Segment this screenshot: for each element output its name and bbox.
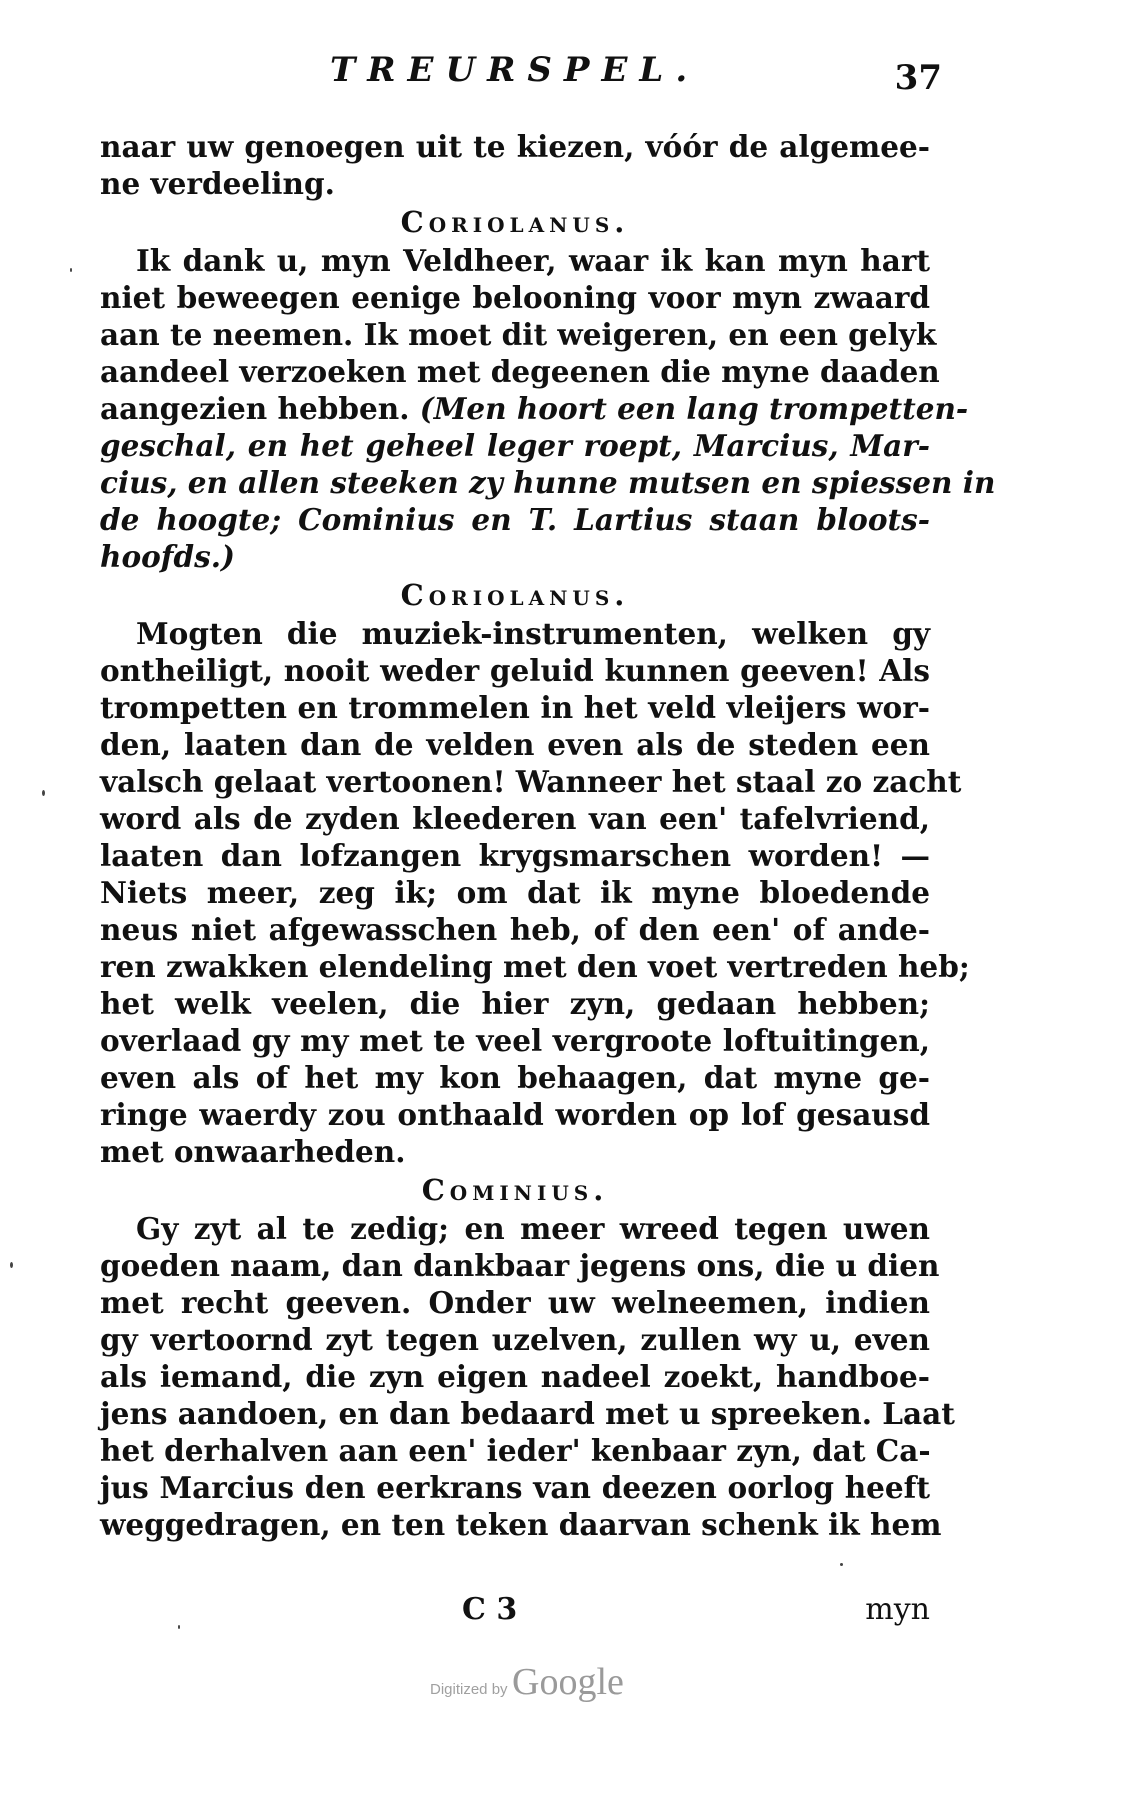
digitized-watermark <box>430 1660 730 1704</box>
running-header <box>330 50 942 98</box>
page-number: 37 <box>894 58 942 98</box>
text-line: ringe waerdy zou onthaald worden op lof gesausd <box>100 1097 930 1132</box>
text-line: Gy zyt al te zedig; en meer wreed tegen uwen <box>136 1211 930 1246</box>
text-line: het welk veelen, die hier zyn, gedaan hebben; <box>100 986 930 1021</box>
watermark-prefix: Digitized by <box>430 1681 508 1698</box>
text-line: Niets meer, zeg ik; om dat ik myne bloedende <box>100 875 930 910</box>
text-line: laaten dan lofzangen krygsmarschen worden! — <box>100 838 930 873</box>
text-line: aan te neemen. Ik moet dit weigeren, en een gelyk <box>100 317 937 352</box>
stage-direction-line: hoofds.) <box>100 539 235 574</box>
text-line: Mogten die muziek-instrumenten, welken gy <box>136 616 930 651</box>
text-line: even als of het my kon behaagen, dat myne ge- <box>100 1060 930 1095</box>
text-line: met recht geeven. Onder uw welneemen, indien <box>100 1285 930 1320</box>
text-line: weggedragen, en ten teken daarvan schenk ik hem <box>100 1507 942 1542</box>
text-line: valsch gelaat vertoonen! Wanneer het staal zo zacht <box>100 764 962 799</box>
text-line: word als de zyden kleederen van een' tafelvriend, <box>100 801 930 836</box>
text-line: trompetten en trommelen in het veld vleijers wor- <box>100 690 930 725</box>
stage-direction: (Men hoort een lang trompetten- <box>419 391 969 426</box>
text-line: als iemand, die zyn eigen nadeel zoekt, handboe- <box>100 1359 930 1394</box>
speaker-name: Coriolanus. <box>400 578 630 612</box>
text-line-plain: aangezien hebben. <box>100 391 420 426</box>
text-line: ontheiligt, nooit weder geluid kunnen geeven! Als <box>100 653 930 688</box>
paper-speck <box>70 268 72 272</box>
body-text <box>100 128 996 1543</box>
text-line: ne verdeeling. <box>100 166 335 201</box>
text-line: niet beweegen eenige belooning voor myn zwaard <box>100 280 930 315</box>
paper-speck <box>178 1625 180 1629</box>
signature-mark: C 3 <box>462 1592 518 1627</box>
page-footer <box>100 1592 930 1632</box>
text-line: het derhalven aan een' ieder' kenbaar zyn, dat Ca- <box>100 1433 931 1468</box>
paper-speck <box>840 1563 843 1566</box>
speaker-name: Coriolanus. <box>400 205 630 239</box>
text-line: met onwaarheden. <box>100 1134 406 1169</box>
watermark-brand: Google <box>512 1661 624 1703</box>
paper-speck <box>10 1262 13 1268</box>
stage-direction-line: cius, en allen steeken zy hunne mutsen en spiessen in <box>100 465 996 500</box>
header-title: TREURSPEL. <box>330 50 700 90</box>
text-line: den, laaten dan de velden even als de steden een <box>100 727 930 762</box>
text-line: neus niet afgewasschen heb, of den een' of ande- <box>100 912 930 947</box>
speaker-name: Cominius. <box>421 1173 609 1207</box>
stage-direction-line: de hoogte; Cominius en T. Lartius staan bloots- <box>100 502 930 537</box>
text-line: naar uw genoegen uit te kiezen, vóór de algemee- <box>100 129 930 164</box>
text-line: jus Marcius den eerkrans van deezen oorlog heeft <box>100 1470 930 1505</box>
text-line: ren zwakken elendeling met den voet vertreden heb; <box>100 949 970 984</box>
catchword: myn <box>865 1592 930 1627</box>
text-line: overlaad gy my met te veel vergroote loftuitingen, <box>100 1023 930 1058</box>
text-line: goeden naam, dan dankbaar jegens ons, die u dien <box>100 1248 940 1283</box>
paper-speck <box>42 790 45 796</box>
stage-direction-line: geschal, en het geheel leger roept, Marcius, Mar- <box>100 428 930 463</box>
text-line: gy vertoornd zyt tegen uzelven, zullen wy u, even <box>100 1322 930 1357</box>
text-line: jens aandoen, en dan bedaard met u spreeken. Laat <box>100 1396 955 1431</box>
text-line <box>100 390 969 427</box>
text-line: aandeel verzoeken met degeenen die myne daaden <box>100 354 940 389</box>
text-line: Ik dank u, myn Veldheer, waar ik kan myn hart <box>136 243 930 278</box>
